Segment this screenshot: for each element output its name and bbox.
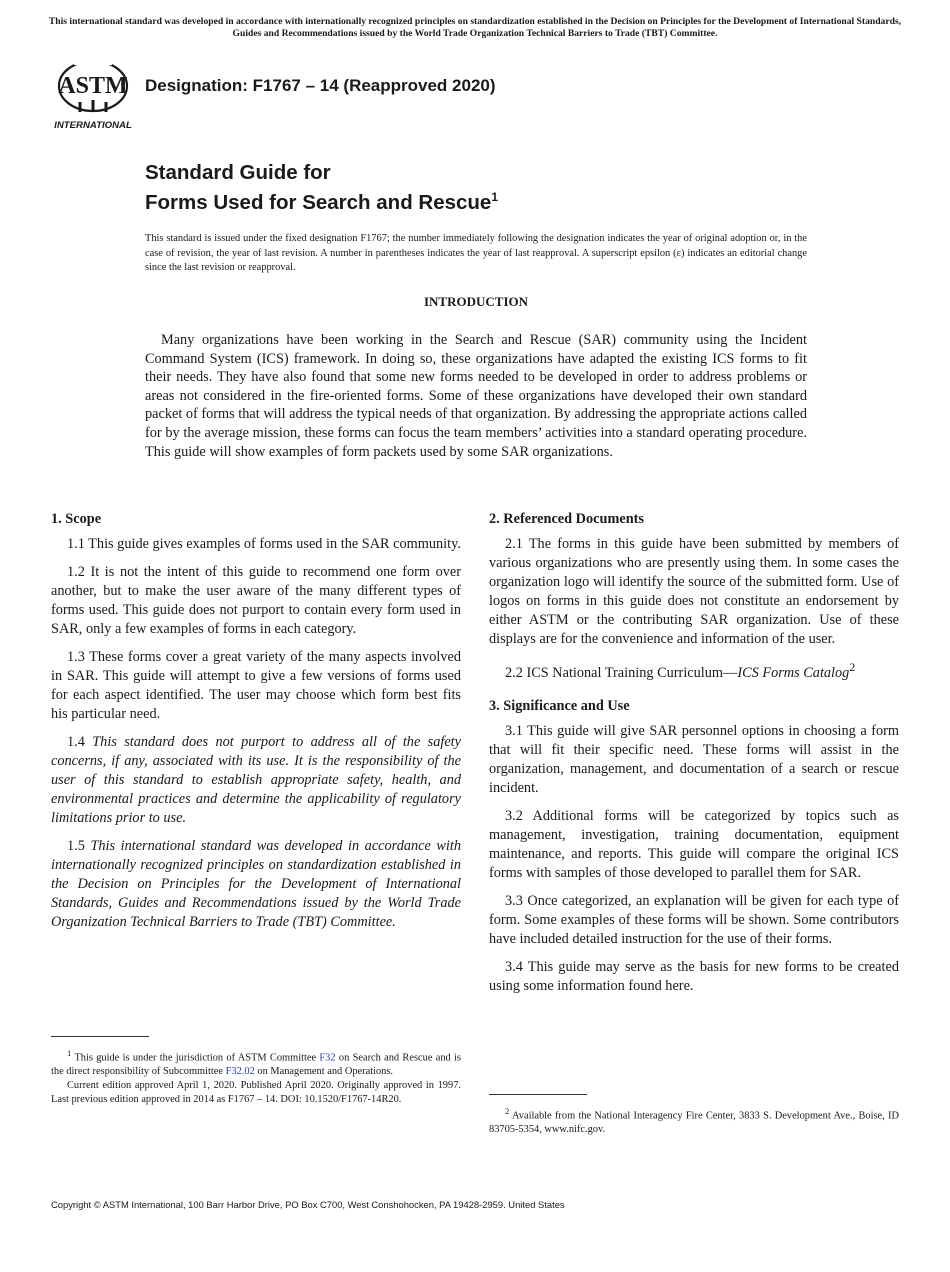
international-standard-notice: This international standard was developed in accordance with internationally recognized principles on standardization established in the Decision on Principles for the Development of International Standards, Guides and Recommendations issued by the World Trade Organization Technical Barriers to Trade (TBT) Committee. xyxy=(48,16,902,39)
footnote-2 xyxy=(489,1104,899,1137)
footnote-1-text-c: on Management and Operations. xyxy=(257,1066,394,1078)
significance-heading: 3. Significance and Use xyxy=(489,697,630,714)
subcommittee-f32-02-link[interactable]: F32.02 xyxy=(225,1066,255,1078)
footnote-1 xyxy=(51,1046,461,1107)
footnote-2-number: 2 xyxy=(505,1106,510,1116)
referenced-2-1: 2.1 The forms in this guide have been submitted by members of various organizations who are presently using them. In some cases the organization logo will identify the source of the submitted form. Use of logos on forms in this guide does not constitute an endorsement by either ASTM or the contributing SAR organization. Use of these displays are for the convenience and information of the user. xyxy=(489,536,899,647)
left-column xyxy=(51,510,461,941)
significance-3-3: 3.3 Once categorized, an explanation will be given for each type of form. Some examples of these forms will be shown. Some contributors have included detailed instruction for the use of their forms. xyxy=(489,892,899,947)
footnote-2-text: Available from the National Interagency Fire Center, 3833 S. Development Ave., Boise, ID 83705-5354, www.nifc.gov. xyxy=(489,1110,899,1136)
scope-1-5 xyxy=(51,837,461,932)
issued-note: This standard is issued under the fixed designation F1767; the number immediately following the designation indicates the year of original adoption or, in the case of revision, the year of last revision. A number in parentheses indicates the year of last reapproval. A superscript epsilon (ε) indicates an editorial change since the last revision or reapproval. xyxy=(145,233,807,273)
referenced-2-2-title: ICS Forms Catalog xyxy=(737,664,850,681)
referenced-documents-heading: 2. Referenced Documents xyxy=(489,511,644,527)
copyright-line: Copyright © ASTM International, 100 Barr Harbor Drive, PO Box C700, West Conshohocken, PA 19428-2959. United States xyxy=(51,1199,565,1210)
footnote-1-edition: Current edition approved April 1, 2020. Published April 2020. Originally approved in 1997. Last previous edition approved in 2014 as F1767 – 14. DOI: 10.1520/F1767-14R20. xyxy=(51,1080,461,1106)
right-column xyxy=(489,510,899,1005)
scope-1-4-text: This standard does not purport to address all of the safety concerns, if any, associated with its use. It is the responsibility of the user of this standard to establish appropriate safety, health, and environmental practices and determine the applicability of regulatory limitations prior to use. xyxy=(51,734,461,826)
footnote-1-text-b: on Search and Rescue and is the direct responsibility of Subcommittee xyxy=(51,1052,461,1078)
logo-text: ASTM xyxy=(58,73,128,99)
scope-1-3: 1.3 These forms cover a great variety of the many aspects involved in SAR. This guide will attempt to give a few versions of forms used for each aspect identified. The user may choose which form best fits his particular need. xyxy=(51,649,461,722)
title-line-2 xyxy=(145,185,498,215)
footnote-1-text-a: This guide is under the jurisdiction of ASTM Committee xyxy=(74,1052,317,1064)
introduction-heading: INTRODUCTION xyxy=(423,294,528,309)
logo-subtext: INTERNATIONAL xyxy=(54,120,132,131)
scope-heading: 1. Scope xyxy=(51,511,102,527)
document-title xyxy=(145,160,498,215)
scope-1-1: 1.1 This guide gives examples of forms used in the SAR community. xyxy=(67,536,461,552)
significance-3-2: 3.2 Additional forms will be categorized by topics such as management, investigation, training documentation, equipment maintenance, and reports. This guide will compare the original ICS forms with samples of those developed to parallel them for SAR. xyxy=(489,807,899,881)
footnote-1-jurisdiction xyxy=(51,1046,461,1079)
title-main: Forms Used for Search and Rescue xyxy=(145,190,492,214)
scope-1-4-number: 1.4 xyxy=(67,734,85,750)
scope-1-5-number: 1.5 xyxy=(67,838,85,854)
referenced-2-2-prefix: 2.2 ICS National Training Curriculum— xyxy=(505,664,738,681)
footnote-divider-left xyxy=(51,1036,149,1037)
footnote-2-ref: 2 xyxy=(849,660,856,674)
title-line-1: Standard Guide for xyxy=(145,161,331,184)
significance-3-1: 3.1 This guide will give SAR personnel options in choosing a form that will fit their specific need. These forms will assist in the organization, management, and documentation of a search or rescue incident. xyxy=(489,722,899,796)
astm-logo xyxy=(52,56,136,132)
footnote-1-number: 1 xyxy=(67,1048,72,1058)
designation: Designation: F1767 – 14 (Reapproved 2020) xyxy=(145,76,496,95)
title-footnote-ref: 1 xyxy=(491,190,499,204)
footnote-divider-right xyxy=(489,1094,587,1095)
scope-1-2: 1.2 It is not the intent of this guide to recommend one form over another, but to make the user aware of the many different types of forms used. This guide does not purport to contain every form used in SAR, only a few examples of forms in each category. xyxy=(51,564,461,637)
footnote-2-paragraph xyxy=(489,1104,899,1137)
scope-1-4 xyxy=(51,733,461,828)
referenced-2-2 xyxy=(489,658,899,683)
introduction-text: Many organizations have been working in the Search and Rescue (SAR) community using the Incident Command System (ICS) framework. In doing so, these organizations have adapted the existing ICS forms to fit their needs. They have also found that some new forms needed to be developed in order to address problems or areas not considered in the fire-oriented forms. Some of these organizations have developed their own standard packet of forms that will address the typical needs of that organization. By addressing the appropriate actions called for by the average mission, these forms can focus the team members’ activities into a standard operating procedure. This guide will show examples of form packets used by some SAR organizations. xyxy=(145,332,807,460)
astm-logo-graphic xyxy=(52,56,136,132)
significance-3-4: 3.4 This guide may serve as the basis for new forms to be created using some information found here. xyxy=(489,958,899,994)
scope-1-5-text: This international standard was developed in accordance with internationally recognized principles on standardization established in the Decision on Principles for the Development of International Standards, Guides and Recommendations issued by the World Trade Organization Technical Barriers to Trade (TBT) Committee. xyxy=(51,838,462,930)
committee-f32-link[interactable]: F32 xyxy=(319,1052,336,1064)
